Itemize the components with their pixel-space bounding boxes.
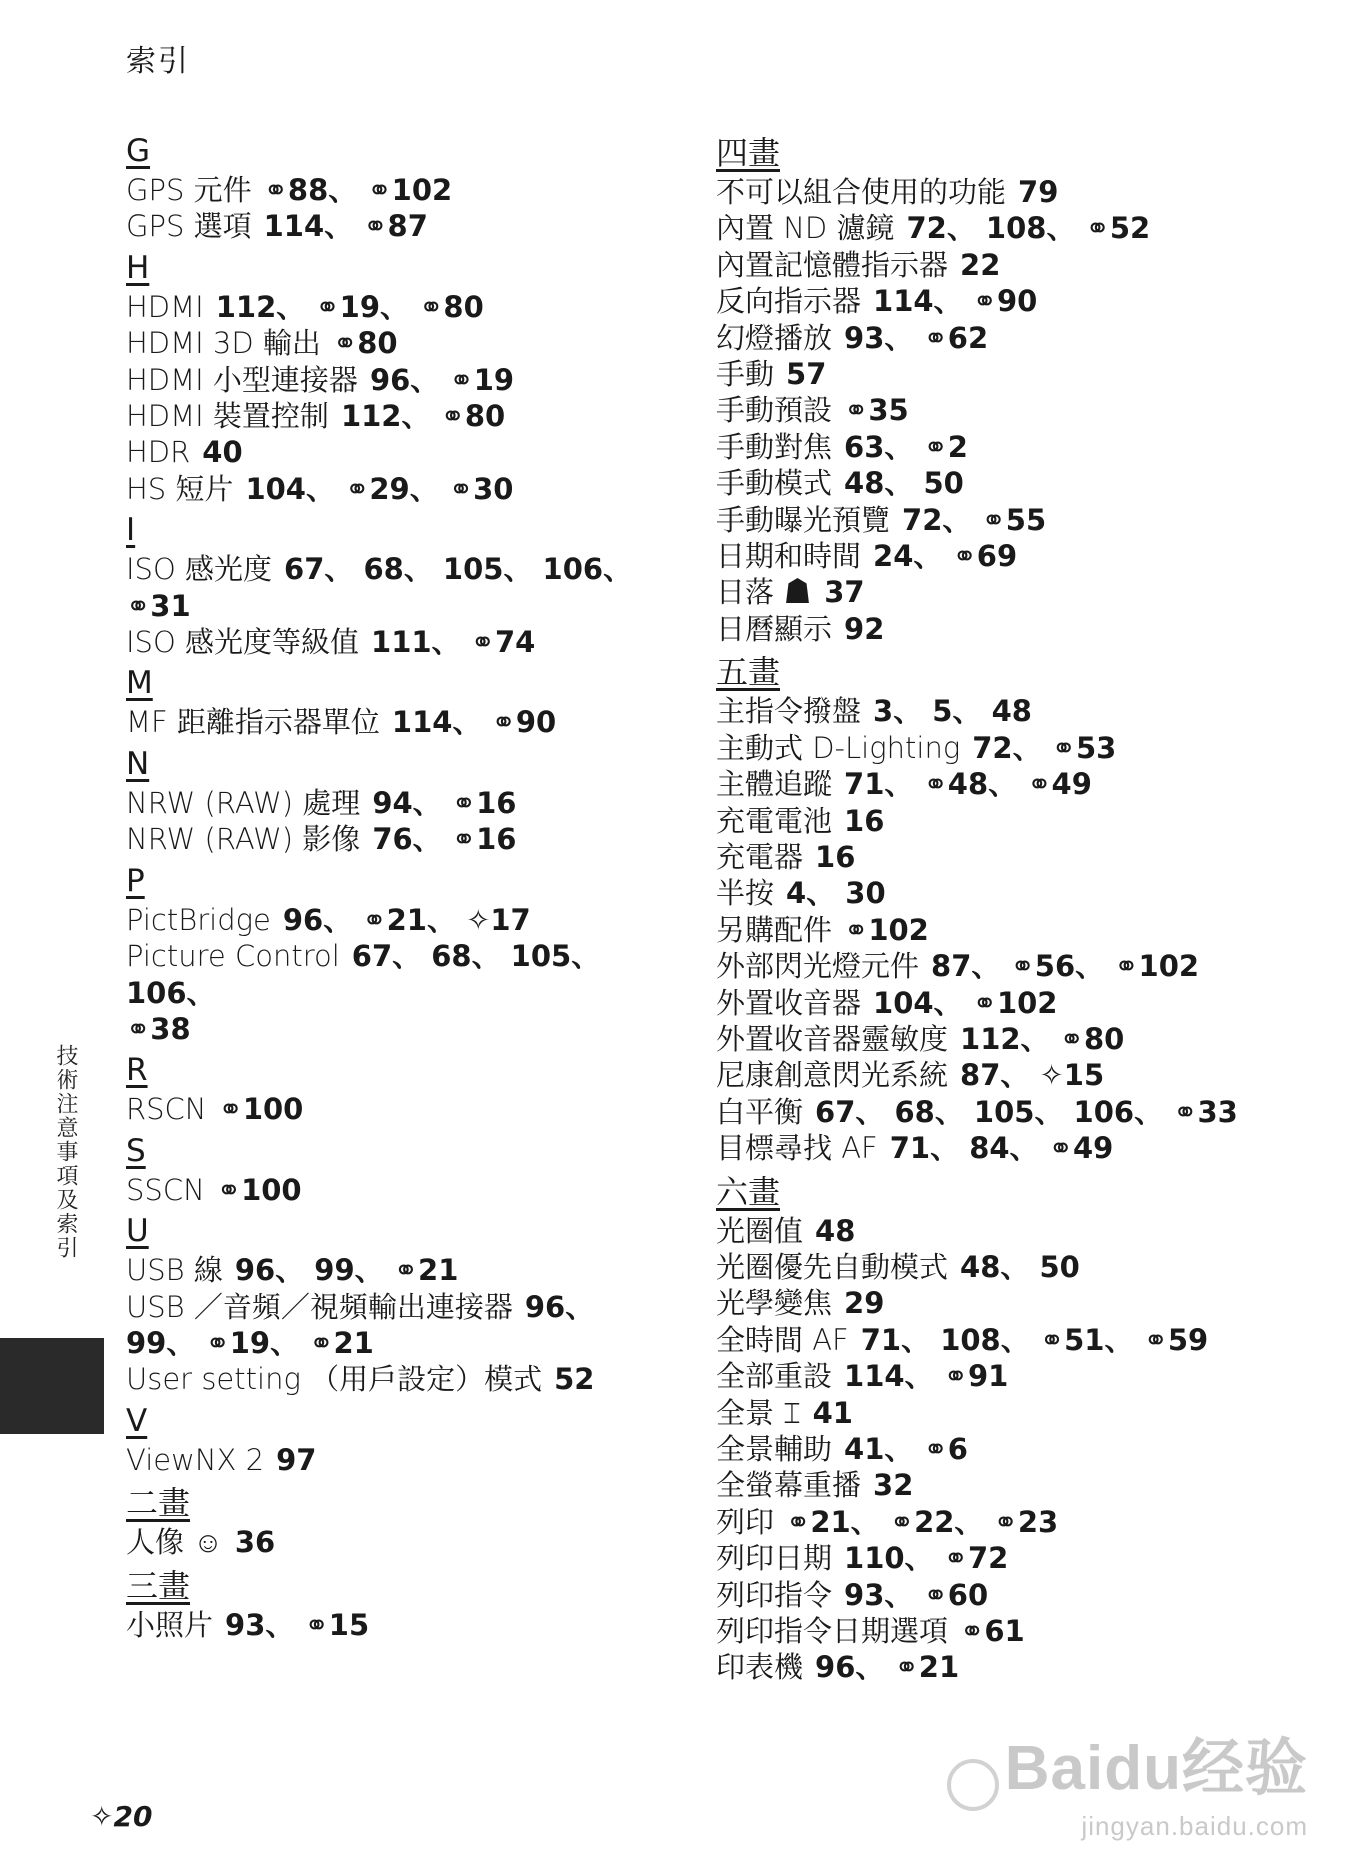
index-entry bbox=[716, 839, 1316, 875]
index-term: 日落 ☗ bbox=[716, 575, 813, 610]
index-column-right bbox=[716, 128, 1316, 1686]
index-entry bbox=[716, 465, 1316, 501]
index-page-refs: 94、 ⚭16 bbox=[372, 785, 517, 820]
index-term: 人像 ☺ bbox=[126, 1525, 223, 1560]
index-page-refs: 41、 ⚭6 bbox=[844, 1432, 968, 1466]
index-page-refs: 104、 ⚭102 bbox=[873, 985, 1058, 1020]
index-entry bbox=[126, 1289, 686, 1325]
watermark-brand: Baidu经验 bbox=[947, 1718, 1308, 1811]
index-entry bbox=[126, 624, 686, 660]
index-term: PictBridge bbox=[126, 902, 271, 937]
side-tab-marker bbox=[0, 1338, 104, 1434]
index-term: 列印指令日期選項 bbox=[716, 1614, 949, 1649]
index-page-refs: 87、 ✧15 bbox=[960, 1058, 1105, 1093]
index-page-refs: 72、 ⚭53 bbox=[972, 730, 1117, 765]
index-term: 手動模式 bbox=[716, 466, 833, 501]
index-term: 目標尋找 AF bbox=[716, 1131, 878, 1166]
index-entry bbox=[126, 471, 686, 507]
index-term: 外置收音器 bbox=[716, 985, 862, 1020]
index-term: 手動對焦 bbox=[716, 429, 833, 464]
index-term: 全時間 AF bbox=[716, 1322, 849, 1357]
page-title: 索引 bbox=[126, 44, 190, 79]
index-page-refs: 37 bbox=[824, 575, 865, 610]
index-entry bbox=[126, 434, 686, 470]
index-term: HDR bbox=[126, 435, 191, 470]
index-section-heading: 四畫 bbox=[716, 134, 781, 172]
index-term: MF 距離指示器單位 bbox=[126, 705, 380, 740]
watermark-url: jingyan.baidu.com bbox=[1081, 1811, 1308, 1841]
index-entry bbox=[716, 1021, 1316, 1057]
index-term: 印表機 bbox=[716, 1650, 804, 1685]
index-term: ISO 感光度等級值 bbox=[126, 625, 360, 660]
index-entry bbox=[716, 392, 1316, 428]
index-page-refs: 96、 ⚭19 bbox=[369, 362, 515, 397]
index-page-refs: 48 bbox=[815, 1213, 856, 1248]
index-page-refs: 29 bbox=[844, 1286, 885, 1321]
index-section-heading: R bbox=[126, 1052, 148, 1089]
index-page-refs: 114、 ⚭90 bbox=[873, 284, 1038, 319]
index-page-refs: 22 bbox=[960, 247, 1001, 282]
index-entry bbox=[716, 875, 1316, 911]
index-page-refs: 96、 ⚭21 bbox=[815, 1650, 960, 1685]
index-entry bbox=[716, 574, 1316, 610]
index-term: 主動式 D-Lighting bbox=[716, 730, 961, 765]
index-term: 另購配件 bbox=[716, 912, 833, 947]
index-entry bbox=[716, 1358, 1316, 1394]
watermark bbox=[947, 1718, 1308, 1842]
index-page-refs: 76、 ⚭16 bbox=[372, 822, 517, 857]
index-page-refs: 92 bbox=[844, 611, 885, 646]
index-entry bbox=[716, 1467, 1316, 1503]
index-entry bbox=[126, 325, 686, 361]
index-page-refs: ⚭35 bbox=[844, 393, 909, 428]
index-entry bbox=[126, 938, 686, 1011]
index-page-refs: 24、 ⚭69 bbox=[873, 539, 1018, 574]
index-entry bbox=[126, 902, 686, 938]
index-page-refs: 67、 68、 105、 106、 ⚭33 bbox=[815, 1094, 1238, 1129]
index-page-refs: 99、 ⚭19、 ⚭21 bbox=[126, 1325, 374, 1360]
index-page-refs: 112、 ⚭19、 ⚭80 bbox=[215, 289, 484, 324]
index-term: 列印 bbox=[716, 1504, 775, 1539]
index-page-refs: 36 bbox=[234, 1525, 276, 1560]
index-page-refs: 67、 68、 105、 106、 bbox=[126, 939, 601, 1010]
index-page-refs: 41 bbox=[812, 1395, 853, 1430]
index-term: GPS 選項 bbox=[126, 209, 252, 244]
index-term: 尼康創意閃光系統 bbox=[716, 1058, 949, 1093]
index-entry bbox=[126, 704, 686, 740]
index-page-refs: 96、 ⚭21、 ✧17 bbox=[282, 902, 531, 937]
index-page-refs: 114、 ⚭90 bbox=[391, 705, 557, 740]
index-entry bbox=[716, 1094, 1316, 1130]
index-entry bbox=[716, 730, 1316, 766]
index-page-refs: 52 bbox=[554, 1362, 595, 1397]
index-term: 全景輔助 bbox=[716, 1432, 833, 1466]
index-section-heading: P bbox=[126, 862, 145, 899]
index-entry bbox=[716, 1577, 1316, 1613]
index-entry bbox=[126, 785, 686, 821]
index-page-refs: 67、 68、 105、 106、 bbox=[284, 552, 633, 587]
index-page-refs: 114、 ⚭91 bbox=[844, 1359, 1009, 1394]
index-entry bbox=[716, 1130, 1316, 1166]
index-entry bbox=[126, 551, 686, 587]
paw-icon bbox=[947, 1759, 999, 1811]
index-entry bbox=[126, 208, 686, 244]
index-page-refs: ⚭61 bbox=[960, 1614, 1025, 1649]
index-entry bbox=[126, 1325, 686, 1361]
index-page-refs: 96、 bbox=[524, 1289, 595, 1324]
index-term: 手動曝光預覽 bbox=[716, 502, 891, 537]
index-term: 主體追蹤 bbox=[716, 767, 833, 802]
index-page-refs: ⚭31 bbox=[126, 588, 191, 623]
index-section-heading: N bbox=[126, 745, 150, 782]
index-entry bbox=[716, 985, 1316, 1021]
index-entry bbox=[716, 1249, 1316, 1285]
index-entry bbox=[716, 283, 1316, 319]
index-page-refs: 48、 50 bbox=[844, 466, 964, 501]
index-page-refs: 63、 ⚭2 bbox=[844, 429, 968, 464]
index-page-refs: 48、 50 bbox=[960, 1249, 1080, 1284]
index-page-refs: 32 bbox=[873, 1468, 914, 1503]
index-entry bbox=[716, 356, 1316, 392]
index-entry bbox=[716, 611, 1316, 647]
index-entry bbox=[126, 1252, 686, 1288]
index-term: 光學變焦 bbox=[716, 1286, 833, 1321]
index-entry bbox=[126, 588, 686, 624]
index-entry bbox=[126, 1172, 686, 1208]
index-term: 外置收音器靈敏度 bbox=[716, 1021, 949, 1056]
index-page-refs: ⚭102 bbox=[844, 912, 929, 947]
index-page-refs: ⚭80 bbox=[332, 326, 398, 361]
index-page-refs: 110、 ⚭72 bbox=[844, 1541, 1009, 1576]
index-page-refs: 72、 108、 ⚭52 bbox=[906, 211, 1151, 246]
index-page-refs: 4、 30 bbox=[786, 876, 886, 911]
index-term: HDMI 裝置控制 bbox=[126, 399, 329, 434]
index-page-refs: 72、 ⚭55 bbox=[902, 502, 1047, 537]
index-term: 手動預設 bbox=[716, 393, 833, 428]
index-entry bbox=[716, 210, 1316, 246]
index-section-heading: 三畫 bbox=[126, 1566, 191, 1605]
index-page-refs: 104、 ⚭29、 ⚭30 bbox=[245, 471, 514, 506]
index-term: HDMI 3D 輸出 bbox=[126, 326, 321, 361]
index-entry bbox=[716, 1395, 1316, 1431]
index-term: NRW (RAW) 處理 bbox=[126, 785, 361, 820]
index-term: 內置 ND 濾鏡 bbox=[716, 211, 895, 246]
index-section-heading: 二畫 bbox=[126, 1484, 191, 1523]
index-page-refs: 111、 ⚭74 bbox=[371, 625, 536, 660]
index-entry bbox=[126, 821, 686, 857]
index-entry bbox=[126, 1361, 686, 1397]
index-term: 手動 bbox=[716, 357, 775, 392]
index-term: 內置記憶體指示器 bbox=[716, 247, 949, 282]
index-section-heading: V bbox=[126, 1402, 148, 1439]
index-term: 光圈優先自動模式 bbox=[716, 1249, 949, 1284]
index-entry bbox=[126, 1524, 686, 1560]
index-page-refs: ⚭100 bbox=[218, 1092, 304, 1127]
side-tab-label: 技術注意事項及索引 bbox=[53, 1044, 78, 1260]
index-term: 半按 bbox=[716, 876, 775, 911]
index-term: 全螢幕重播 bbox=[716, 1468, 862, 1503]
index-section-heading: I bbox=[126, 512, 136, 549]
index-term: 日期和時間 bbox=[716, 539, 862, 574]
index-entry bbox=[716, 803, 1316, 839]
index-term: 白平衡 bbox=[716, 1094, 804, 1129]
index-section-heading: M bbox=[126, 665, 153, 702]
index-page-refs: 93、 ⚭15 bbox=[225, 1607, 370, 1642]
index-entry bbox=[716, 766, 1316, 802]
index-entry bbox=[716, 1649, 1316, 1685]
index-term: GPS 元件 bbox=[126, 173, 252, 207]
index-term: 幻燈播放 bbox=[716, 320, 833, 355]
index-column-left bbox=[126, 128, 686, 1643]
index-page-refs: 112、 ⚭80 bbox=[340, 399, 506, 434]
index-term: 列印指令 bbox=[716, 1577, 833, 1612]
index-page-refs: 3、 5、 48 bbox=[873, 694, 1032, 729]
index-term: HS 短片 bbox=[126, 471, 234, 506]
index-entry bbox=[126, 289, 686, 325]
index-term: NRW (RAW) 影像 bbox=[126, 822, 361, 857]
index-entry bbox=[126, 1607, 686, 1643]
index-page-refs: 93、 ⚭60 bbox=[844, 1577, 989, 1612]
index-entry bbox=[716, 429, 1316, 465]
index-term: ISO 感光度 bbox=[126, 552, 273, 587]
index-section-heading: G bbox=[126, 133, 151, 169]
index-section-heading: 六畫 bbox=[716, 1172, 781, 1211]
index-term: 列印日期 bbox=[716, 1541, 833, 1576]
index-page-refs: ⚭100 bbox=[216, 1172, 302, 1207]
index-page-refs: 71、 84、 ⚭49 bbox=[889, 1131, 1114, 1166]
index-page-refs: 40 bbox=[202, 435, 243, 470]
index-term: USB ／音頻／視頻輸出連接器 bbox=[126, 1289, 513, 1324]
index-section-heading: U bbox=[126, 1213, 149, 1250]
index-term: 小照片 bbox=[126, 1607, 214, 1642]
index-section-heading: S bbox=[126, 1132, 146, 1169]
index-entry bbox=[716, 247, 1316, 283]
index-page-refs: 16 bbox=[844, 803, 885, 838]
index-term: 反向指示器 bbox=[716, 284, 862, 319]
index-term: 充電電池 bbox=[716, 803, 833, 838]
index-page-refs: ⚭38 bbox=[126, 1011, 191, 1046]
index-term: RSCN bbox=[126, 1092, 207, 1127]
index-term: USB 線 bbox=[126, 1253, 223, 1288]
index-entry bbox=[716, 502, 1316, 538]
index-term: HDMI bbox=[126, 289, 204, 324]
index-entry bbox=[126, 1442, 686, 1478]
index-term: 光圈值 bbox=[716, 1213, 804, 1248]
index-entry bbox=[716, 1504, 1316, 1540]
index-page-refs: 16 bbox=[815, 839, 856, 874]
index-entry bbox=[716, 1613, 1316, 1649]
index-entry bbox=[716, 1322, 1316, 1358]
index-page-refs: ⚭88、 ⚭102 bbox=[263, 173, 453, 207]
index-section-heading: 五畫 bbox=[716, 653, 781, 692]
index-entry bbox=[126, 172, 686, 208]
index-entry bbox=[716, 693, 1316, 729]
index-page-refs: 97 bbox=[276, 1442, 317, 1477]
index-entry bbox=[716, 948, 1316, 984]
index-page-refs: 112、 ⚭80 bbox=[960, 1021, 1125, 1056]
index-term: 外部閃光燈元件 bbox=[716, 949, 920, 984]
index-entry bbox=[716, 1057, 1316, 1093]
index-entry bbox=[716, 320, 1316, 356]
index-page-refs: 57 bbox=[786, 357, 827, 392]
index-term: 不可以組合使用的功能 bbox=[716, 175, 1007, 209]
index-page-refs: 96、 99、 ⚭21 bbox=[234, 1253, 459, 1288]
index-term: SSCN bbox=[126, 1172, 205, 1207]
index-entry bbox=[716, 1285, 1316, 1321]
index-entry bbox=[126, 362, 686, 398]
index-entry bbox=[716, 174, 1316, 210]
index-term: 充電器 bbox=[716, 839, 804, 874]
index-section-heading: H bbox=[126, 249, 150, 286]
index-term: 主指令撥盤 bbox=[716, 694, 862, 729]
index-entry bbox=[126, 398, 686, 434]
index-page-refs: 93、 ⚭62 bbox=[844, 320, 989, 355]
index-page-refs: 79 bbox=[1018, 175, 1059, 209]
index-term: 日曆顯示 bbox=[716, 611, 833, 646]
index-page-refs: 71、 ⚭48、 ⚭49 bbox=[844, 767, 1092, 802]
index-term: User setting （用戶設定）模式 bbox=[126, 1362, 543, 1397]
index-entry bbox=[716, 538, 1316, 574]
index-term: Picture Control bbox=[126, 939, 340, 974]
index-entry bbox=[126, 1011, 686, 1047]
index-entry bbox=[126, 1091, 686, 1127]
index-entry bbox=[716, 1540, 1316, 1576]
index-page-refs: 87、 ⚭56、 ⚭102 bbox=[931, 949, 1200, 984]
index-term: ViewNX 2 bbox=[126, 1442, 265, 1477]
index-term: 全部重設 bbox=[716, 1359, 833, 1394]
index-entry bbox=[716, 1213, 1316, 1249]
index-entry bbox=[716, 912, 1316, 948]
index-term: HDMI 小型連接器 bbox=[126, 362, 358, 397]
index-entry bbox=[716, 1431, 1316, 1467]
index-page-refs: 114、 ⚭87 bbox=[263, 209, 428, 244]
index-page-refs: ⚭21、 ⚭22、 ⚭23 bbox=[786, 1504, 1059, 1539]
page-number: ✧20 bbox=[90, 1800, 153, 1833]
index-page-refs: 71、 108、 ⚭51、 ⚭59 bbox=[860, 1322, 1209, 1357]
index-term: 全景 ⌶ bbox=[716, 1395, 801, 1430]
